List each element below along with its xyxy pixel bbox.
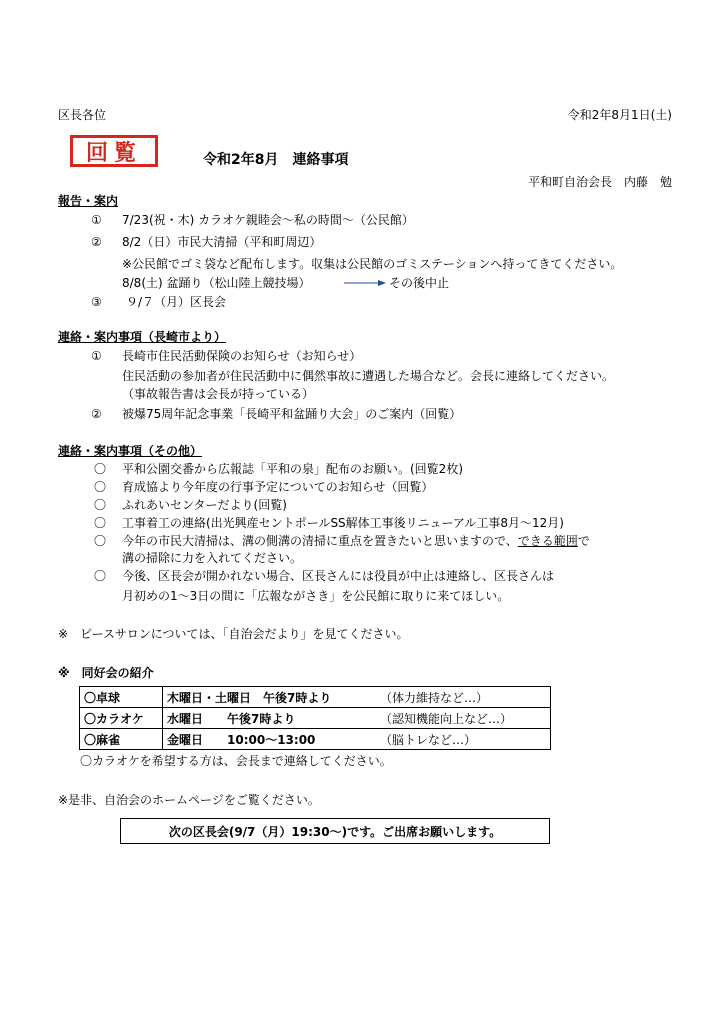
peace-salon-note: ※ ピースサロンについては、「自治会だより」を見てください。 [58,627,409,641]
list-item-text: 今年の市民大清掃は、溝の側溝の清掃に重点を置きたいと思いますので、 [122,534,518,548]
list-item-detail: （事故報告書は会長が持っている） [122,387,315,401]
list-item: 平和公園交番から広報誌「平和の泉」配布のお願い。(回覧2枚) [122,462,464,476]
list-marker: 〇 [94,534,107,548]
club-name: 〇卓球 [80,687,163,708]
section-heading-other: 連絡・案内事項（その他） [58,444,203,458]
list-marker: 〇 [94,498,107,512]
list-item: 8/2（日）市民大清掃（平和町周辺） [122,235,322,249]
arrow-right-icon [344,279,386,287]
list-marker: ② [91,407,102,421]
list-marker: ① [91,349,102,363]
club-note: （脳トレなど…） [376,729,551,750]
club-schedule: 木曜日・土曜日 午後7時より [163,687,377,708]
list-item-continued: 溝の掃除に力を入れてください。 [122,551,303,565]
emphasis-text: できる範囲 [517,534,578,548]
list-marker: 〇 [94,480,107,494]
cancelled-note: その後中止 [389,276,450,290]
table-row [80,708,551,729]
section-heading-reports: 報告・案内 [58,194,119,208]
list-item-tail: で [577,534,590,548]
kairan-stamp: 回覧 [70,135,158,167]
page-title: 令和2年8月 連絡事項 [203,152,349,168]
list-item-detail: 住民活動の参加者が住民活動中に偶然事故に遭遇した場合など。会長に連絡してください。 [122,369,615,383]
club-schedule: 金曜日 10:00～13:00 [163,729,377,750]
list-marker: ② [91,235,102,249]
list-item: 7/23(祝・木) カラオケ親睦会～私の時間～（公民館） [122,213,414,227]
list-item-continued: 月初めの1～3日の間に「広報ながさき」を公民館に取りに来てほしい。 [122,589,510,603]
list-item [122,533,590,549]
list-item: 今後、区長会が開かれない場合、区長さんには役員が中止は連絡し、区長さんは [122,569,555,583]
club-note: （認知機能向上など…） [376,708,551,729]
club-name: 〇麻雀 [80,729,163,750]
list-item: 長崎市住民活動保険のお知らせ（お知らせ） [122,349,362,363]
club-note: （体力維持など…） [376,687,551,708]
homepage-note: ※是非、自治会のホームページをご覧ください。 [58,793,320,807]
list-marker: 〇 [94,462,107,476]
table-row [80,687,551,708]
list-item: 8/8(土) 盆踊り（松山陸上競技場） [122,276,311,290]
table-row [80,729,551,750]
clubs-table [79,686,551,750]
list-item: ９/７（月）区長会 [126,295,227,309]
list-item-note: ※公民館でゴミ袋など配布します。収集は公民館のゴミステーションへ持ってきてください。 [122,257,623,271]
list-marker: ③ [91,295,102,309]
sender: 平和町自治会長 内藤 勉 [527,175,672,189]
recipient: 区長各位 [58,108,107,122]
section-heading-city: 連絡・案内事項（長崎市より） [58,330,227,344]
clubs-heading: ※ 同好会の紹介 [58,666,154,680]
list-item: 育成協より今年度の行事予定についてのお知らせ（回覧） [122,480,434,494]
list-marker: 〇 [94,516,107,530]
next-meeting-notice: 次の区長会(9/7（月）19:30～)です。ご出席お願いします。 [120,818,550,844]
clubs-footnote: 〇カラオケを希望する方は、会長まで連絡してください。 [80,754,392,768]
list-item: 工事着工の連絡(出光興産セントポールSS解体工事後リニューアル工事8月～12月) [122,516,564,530]
list-marker: ① [91,213,102,227]
list-item: ふれあいセンターだより(回覧) [122,498,287,512]
date: 令和2年8月1日(土) [567,108,672,122]
club-schedule: 水曜日 午後7時より [163,708,377,729]
list-item: 被爆75周年記念事業「長崎平和盆踊り大会」のご案内（回覧） [122,407,462,421]
club-name: 〇カラオケ [80,708,163,729]
list-marker: 〇 [94,569,107,583]
